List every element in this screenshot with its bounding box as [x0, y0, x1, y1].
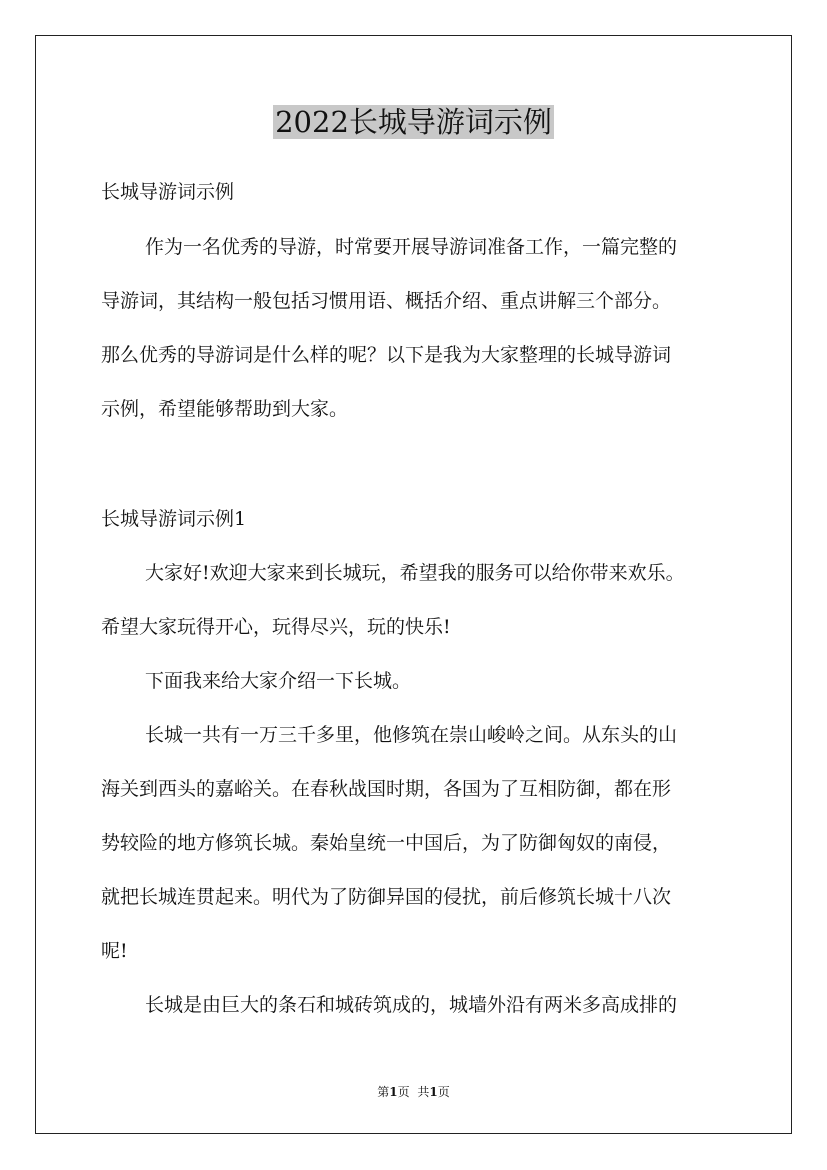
- paragraph-line: 下面我来给大家介绍一下长城。: [145, 670, 412, 692]
- page-prefix: 第: [377, 1085, 390, 1099]
- section-heading: 长城导游词示例: [101, 181, 235, 203]
- paragraph-line: 大家好!欢迎大家来到长城玩，希望我的服务可以给你带来欢乐。: [145, 562, 685, 584]
- paragraph-line: 长城一共有一万三千多里，他修筑在崇山峻岭之间。从东头的山: [145, 724, 678, 746]
- paragraph-line: 势较险的地方修筑长城。秦始皇统一中国后，为了防御匈奴的南侵，: [101, 832, 672, 854]
- page-suffix: 页: [397, 1085, 410, 1099]
- paragraph-line: 希望大家玩得开心，玩得尽兴，玩的快乐!: [101, 616, 451, 638]
- document-title-text: 2022长城导游词示例: [275, 105, 552, 139]
- total-pages: 1: [429, 1085, 438, 1099]
- paragraph-line: 就把长城连贯起来。明代为了防御异国的侵扰，前后修筑长城十八次: [101, 886, 672, 908]
- document-title: [0, 102, 827, 142]
- page-footer: [0, 1084, 827, 1100]
- paragraph-line: 作为一名优秀的导游，时常要开展导游词准备工作，一篇完整的: [145, 236, 678, 258]
- paragraph-line: 长城是由巨大的条石和城砖筑成的，城墙外沿有两米多高成排的: [145, 994, 678, 1016]
- total-prefix: 共: [417, 1085, 430, 1099]
- total-suffix: 页: [437, 1085, 450, 1099]
- paragraph-line: 海关到西头的嘉峪关。在春秋战国时期，各国为了互相防御，都在形: [101, 778, 672, 800]
- paragraph-line: 示例，希望能够帮助到大家。: [101, 398, 349, 420]
- section-heading: 长城导游词示例1: [101, 508, 247, 530]
- paragraph-line: 那么优秀的导游词是什么样的呢？以下是我为大家整理的长城导游词: [101, 344, 672, 366]
- page-current: 1: [389, 1085, 398, 1099]
- paragraph-line: 导游词，其结构一般包括习惯用语、概括介绍、重点讲解三个部分。: [101, 290, 672, 312]
- paragraph-line: 呢!: [101, 940, 128, 962]
